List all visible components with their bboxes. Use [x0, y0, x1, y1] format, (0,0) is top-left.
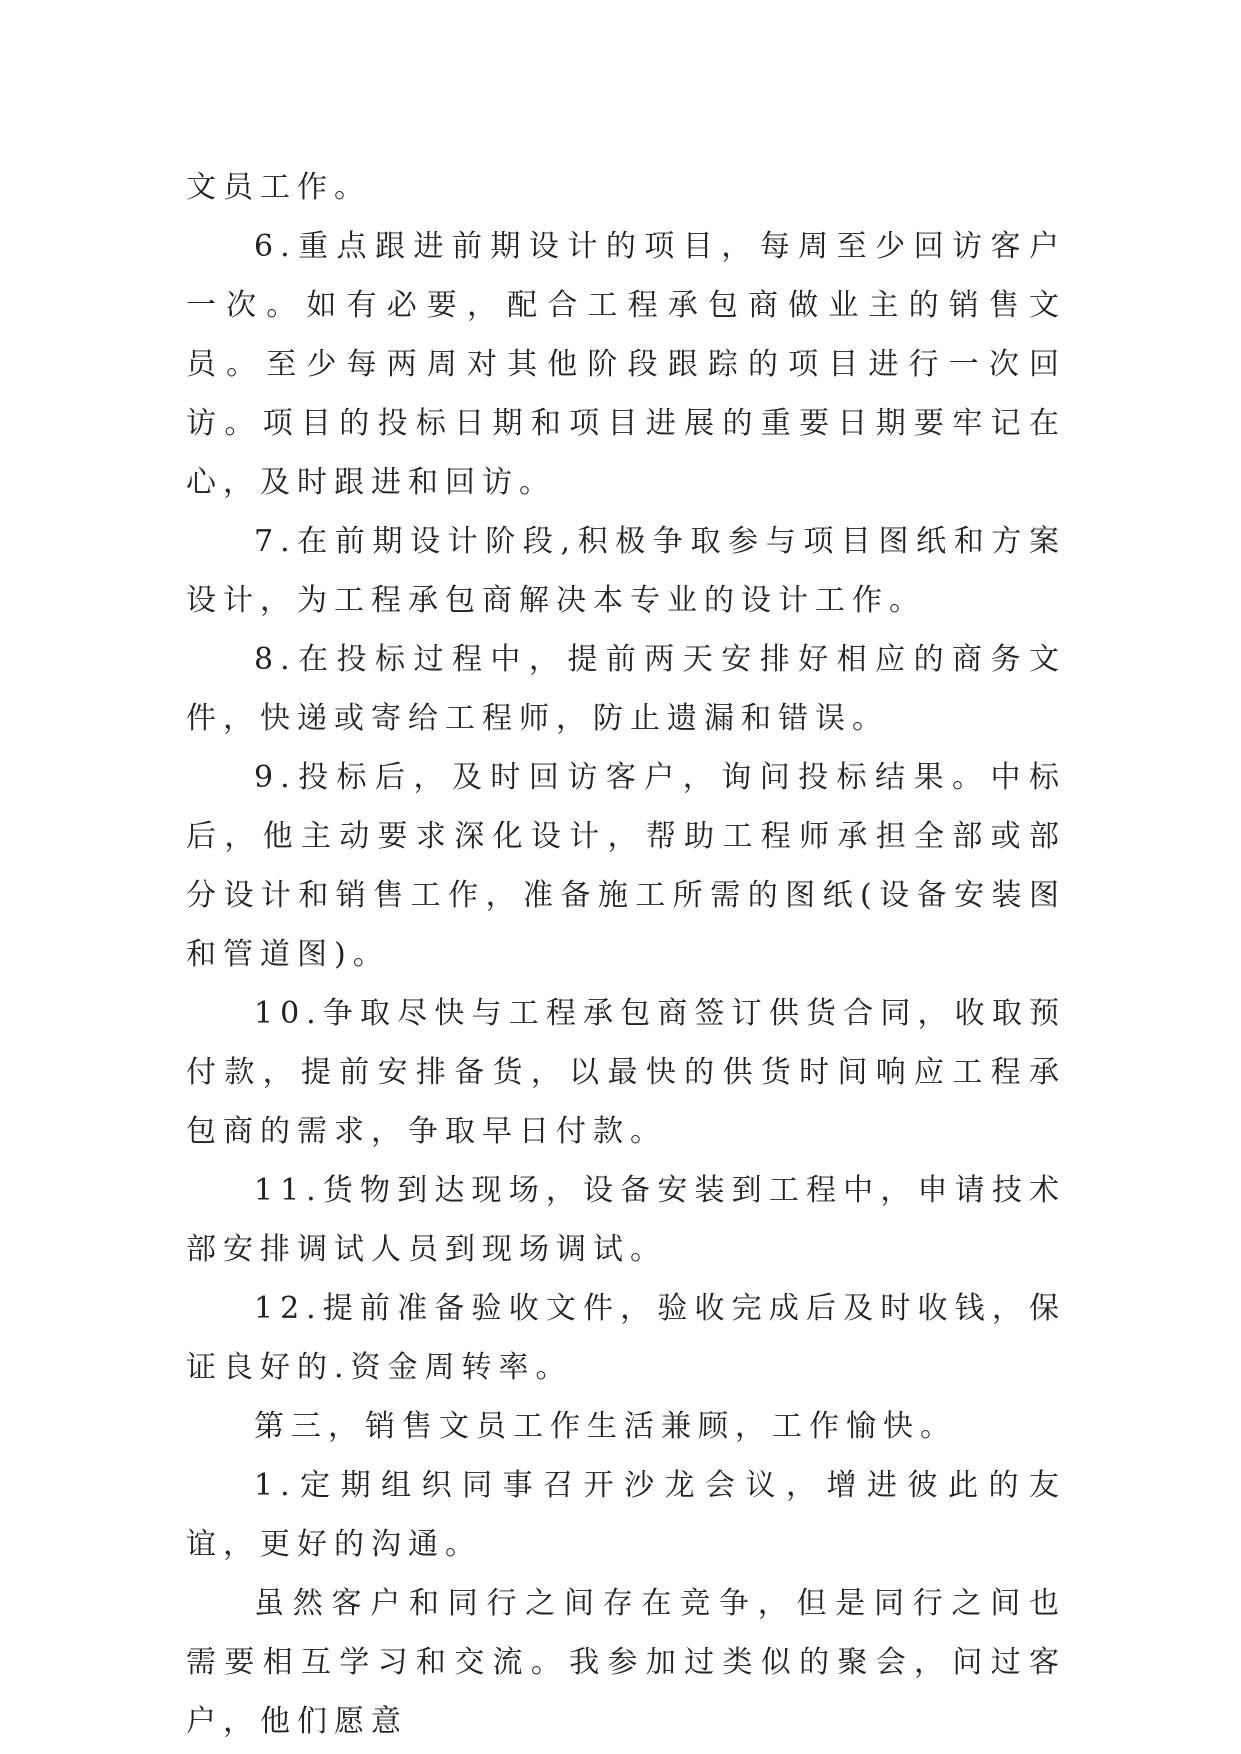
paragraph-item-7: 7.在前期设计阶段,积极争取参与项目图纸和方案设计，为工程承包商解决本专业的设计工作。 [186, 524, 1066, 618]
paragraph-item-8: 8.在投标过程中，提前两天安排好相应的商务文件，快递或寄给工程师，防止遗漏和错误。 [186, 642, 1066, 736]
paragraph-item-12: 12.提前准备验收文件，验收完成后及时收钱，保证良好的.资金周转率。 [186, 1291, 1066, 1385]
paragraph-continuation: 文员工作。 [186, 170, 371, 205]
paragraph-item-11: 11.货物到达现场，设备安装到工程中，申请技术部安排调试人员到现场调试。 [186, 1173, 1066, 1267]
document-body [186, 158, 1066, 1751]
paragraph-body: 虽然客户和同行之间存在竞争，但是同行之间也需要相互学习和交流。我参加过类似的聚会，问过客户，他们愿意 [186, 1586, 1066, 1739]
paragraph-section3-item-1: 1.定期组织同事召开沙龙会议，增进彼此的友谊，更好的沟通。 [186, 1468, 1066, 1562]
paragraph-item-6: 6.重点跟进前期设计的项目，每周至少回访客户一次。如有必要，配合工程承包商做业主的销售文员。至少每两周对其他阶段跟踪的项目进行一次回访。项目的投标日期和项目进展的重要日期要牢记在心，及时跟进和回访。 [186, 229, 1066, 500]
paragraph-item-9: 9.投标后，及时回访客户，询问投标结果。中标后，他主动要求深化设计，帮助工程师承担全部或部分设计和销售工作，准备施工所需的图纸(设备安装图和管道图)。 [186, 760, 1066, 972]
section-heading-third: 第三，销售文员工作生活兼顾，工作愉快。 [254, 1409, 957, 1444]
paragraph-item-10: 10.争取尽快与工程承包商签订供货合同，收取预付款，提前安排备货，以最快的供货时间响应工程承包商的需求，争取早日付款。 [186, 996, 1066, 1149]
